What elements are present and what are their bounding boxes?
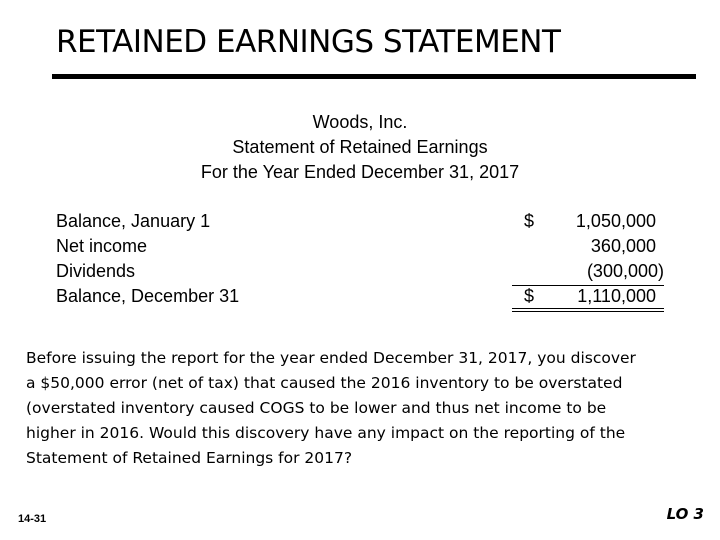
total-double-rule-top	[512, 308, 664, 309]
slide-title: RETAINED EARNINGS STATEMENT	[56, 24, 561, 60]
row-label: Net income	[56, 236, 148, 256]
row-label: Balance, December 31	[56, 286, 240, 306]
report-header	[140, 110, 580, 185]
row-currency: $	[524, 211, 535, 231]
row-amount: 360,000	[590, 236, 656, 256]
company-name: Woods, Inc.	[312, 112, 408, 132]
statement-row-opening-balance	[56, 209, 666, 234]
question-line: a $50,000 error (net of tax) that caused the 2016 inventory to be overstated	[26, 374, 623, 392]
statement-row-closing-balance	[56, 284, 666, 309]
question-text	[26, 346, 706, 471]
row-label: Dividends	[56, 261, 136, 281]
row-label: Balance, January 1	[56, 211, 211, 231]
row-amount: 1,110,000	[577, 286, 656, 306]
row-amount: (300,000)	[586, 261, 664, 281]
statement-name: Statement of Retained Earnings	[232, 137, 488, 157]
question-line: Before issuing the report for the year ended December 31, 2017, you discover	[26, 349, 636, 367]
row-currency: $	[524, 286, 535, 306]
question-line: Statement of Retained Earnings for 2017?	[26, 449, 353, 467]
learning-objective-label: LO 3	[666, 505, 704, 523]
statement-period: For the Year Ended December 31, 2017	[200, 162, 520, 182]
question-line: higher in 2016. Would this discovery have any impact on the reporting of the	[26, 424, 626, 442]
statement-row-dividends	[56, 259, 666, 284]
page-number: 14-31	[18, 513, 47, 525]
row-amount: 1,050,000	[575, 211, 656, 231]
total-double-rule-bottom	[512, 311, 664, 312]
question-line: (overstated inventory caused COGS to be lower and thus net income to be	[26, 399, 607, 417]
title-underline	[52, 74, 696, 79]
statement-row-net-income	[56, 234, 666, 259]
